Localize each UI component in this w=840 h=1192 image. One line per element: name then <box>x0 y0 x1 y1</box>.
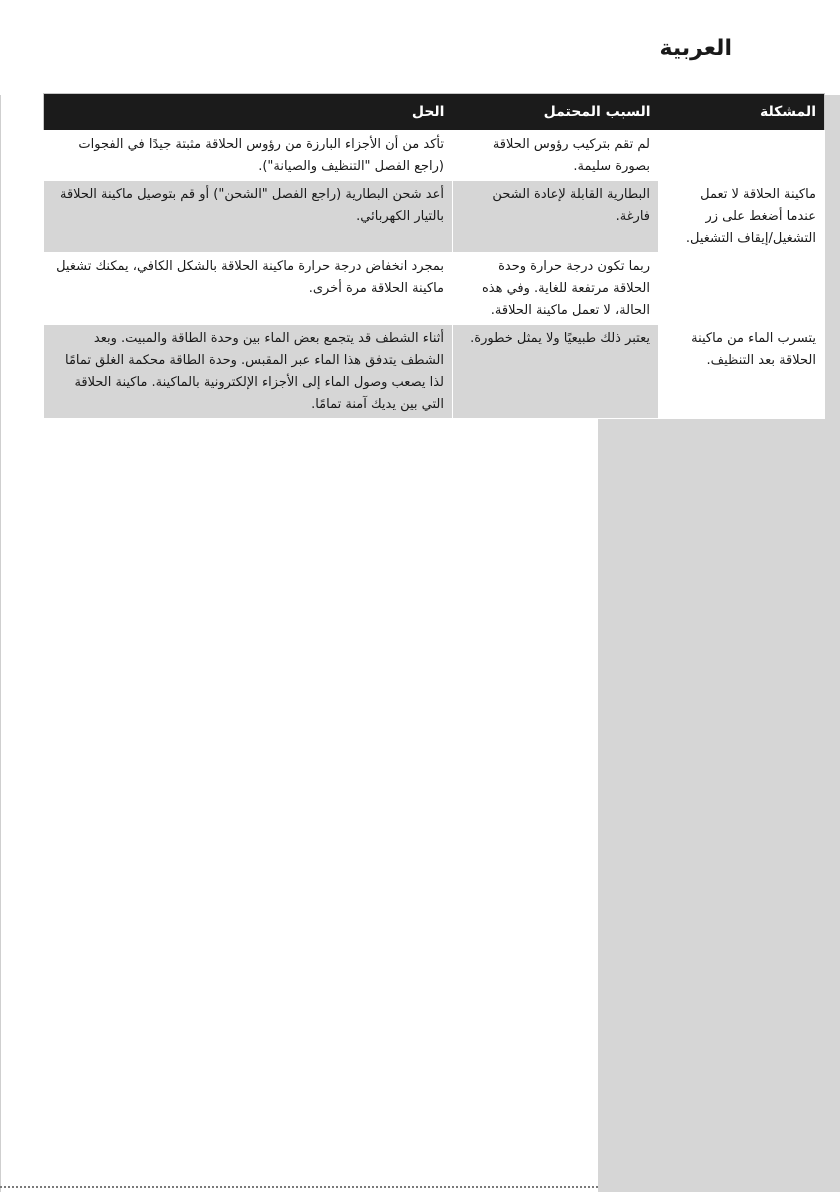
header-problem: المشكلة <box>659 94 825 131</box>
problem-cell <box>659 131 825 181</box>
problem-cell: يتسرب الماء من ماكينة الحلاقة بعد التنظيف. <box>659 325 825 419</box>
cause-cell: البطارية القابلة لإعادة الشحن فارغة. <box>453 181 659 253</box>
table-row <box>44 325 825 419</box>
cause-cell: يعتبر ذلك طبيعيًا ولا يمثل خطورة. <box>453 325 659 419</box>
cause-cell: ربما تكون درجة حرارة وحدة الحلاقة مرتفعة للغاية. وفي هذه الحالة، لا تعمل ماكينة الحلاقة. <box>453 253 659 325</box>
solution-cell: تأكد من أن الأجزاء البارزة من رؤوس الحلاقة مثبتة جيدًا في الفجوات (راجع الفصل "التنظيف والصيانة"). <box>44 131 453 181</box>
left-rule <box>0 95 1 1192</box>
bottom-dotted-rule <box>0 1186 598 1188</box>
solution-cell: بمجرد انخفاض درجة حرارة ماكينة الحلاقة بالشكل الكافي، يمكنك تشغيل ماكينة الحلاقة مرة أخرى. <box>44 253 453 325</box>
problem-cell: ماكينة الحلاقة لا تعمل عندما أضغط على زر التشغيل/إيقاف التشغيل. <box>659 181 825 253</box>
table-header-row <box>44 94 825 131</box>
cause-cell: لم تقم بتركيب رؤوس الحلاقة بصورة سليمة. <box>453 131 659 181</box>
problem-cell <box>659 253 825 325</box>
table-row <box>44 131 825 181</box>
header-solution: الحل <box>44 94 453 131</box>
table-row <box>44 181 825 253</box>
solution-cell: أثناء الشطف قد يتجمع بعض الماء بين وحدة الطاقة والمبيت. وبعد الشطف يتدفق هذا الماء عبر المقبس. وحدة الطاقة محكمة الغلق تمامًا لذا يصعب وصول الماء إلى الأجزاء الإلكترونية بالماكينة. ماكينة الحلاقة التي بين يديك آمنة تمامًا. <box>44 325 453 419</box>
table-row <box>44 253 825 325</box>
language-heading: العربية <box>659 36 732 61</box>
troubleshooting-table <box>43 93 825 419</box>
header-cause: السبب المحتمل <box>453 94 659 131</box>
solution-cell: أعد شحن البطارية (راجع الفصل "الشحن") أو قم بتوصيل ماكينة الحلاقة بالتيار الكهربائي. <box>44 181 453 253</box>
